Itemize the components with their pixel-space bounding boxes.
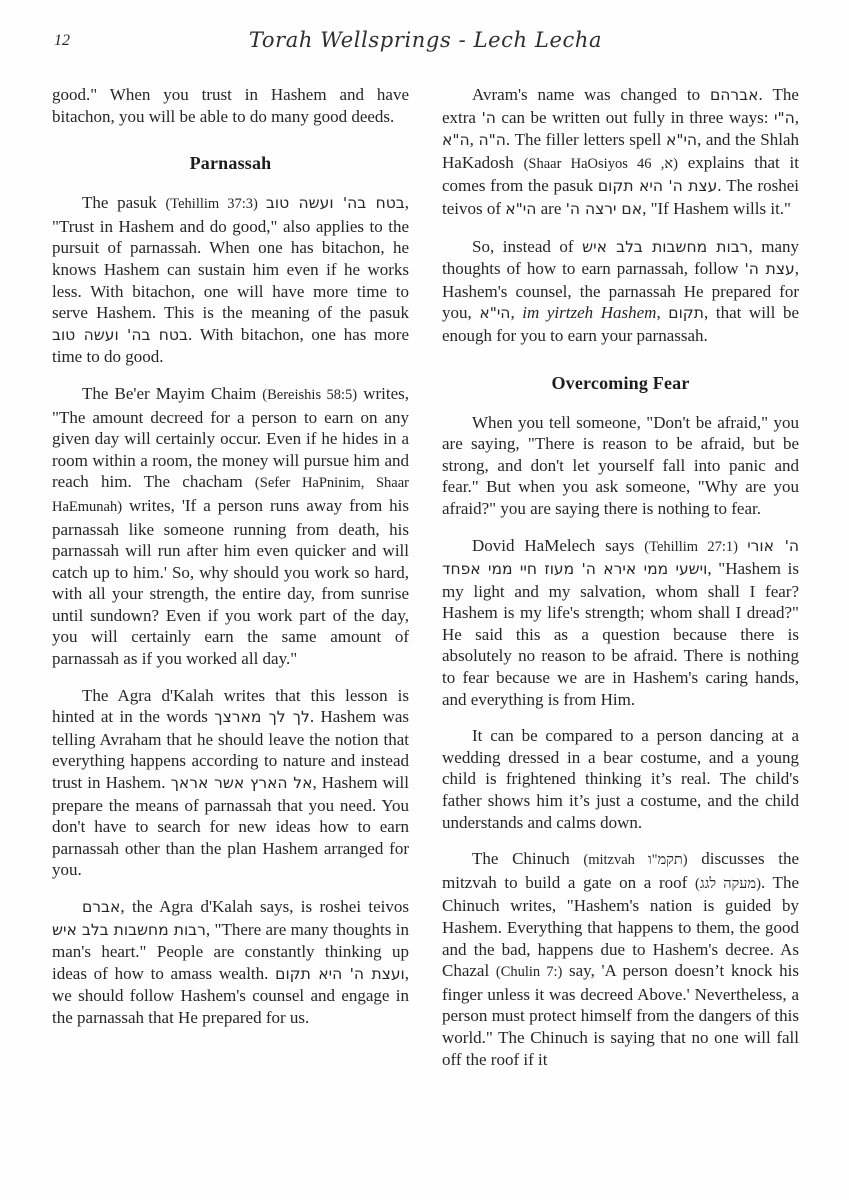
hebrew-text: ה"י [774,108,795,127]
body-text: , many thoughts of how to earn parnassah, follow [442,236,799,279]
hebrew-text: רבות מחשבות בלב איש [582,237,749,256]
section-heading: Overcoming Fear [551,372,690,393]
paragraph [52,84,409,127]
paragraph [442,848,799,1070]
body-text: . The extra [442,85,799,127]
body-text: . The filler letters spell [505,130,666,150]
source-reference: (Bereishis 58:5) [262,386,358,403]
paragraph [52,685,409,881]
body-text: , Hashem's counsel, the parnassah He prepared for you, [442,259,800,323]
source-reference: (Chulin 7:) [495,964,563,981]
body-text: , "There are many thoughts in man's heart." People are constantly thinking up ideas of how to amass wealth. [52,919,409,983]
source-reference: (mitzvah תקמ"ו) [583,852,688,869]
hebrew-text: בטח בה' ועשה טוב [52,325,188,344]
left-column [52,84,409,1085]
body-text: , [510,303,523,323]
page-number: 12 [54,32,70,49]
hebrew-text: עצת ה' [744,260,795,279]
source-reference: (Tehillim 37:3) [165,196,266,213]
hebrew-text: הי"א [665,131,698,150]
body-text: , "If Hashem wills it." [642,198,791,218]
italic-phrase: im yirtzeh Hashem [522,303,657,323]
hebrew-text: רבות מחשבות בלב איש [52,920,206,939]
hebrew-text: אם ירצה ה' [565,199,643,218]
body-text: , and the Shlah HaKadosh [442,130,799,172]
body-text: Dovid HaMelech says [472,535,645,555]
body-text: . Hashem was telling Avraham that he should leave the notion that everything happens according to nature and instead trust in Hashem. [52,707,409,793]
body-text: . With bitachon, one has more time to do good. [52,324,409,367]
body-text: , Hashem will prepare the means of parnassah that you need. You don't have to search for new ideas how to earn parnassah other than the plan Hashem arranged for you. [52,773,409,880]
body-text: The Chinuch [472,849,584,869]
source-reference: (מעקה לגג) [694,875,761,892]
source-reference: (Tehillim 27:1) [644,538,748,555]
hebrew-text: עצת ה' היא תקום [597,177,718,196]
paragraph [52,383,409,670]
hebrew-text: בטח בה' ועשה טוב [265,194,405,213]
body-text: good." When you trust in Hashem and have bitachon, you will be able to do many good deeds. [52,85,409,126]
body-text: discusses the mitzvah to build a gate on a roof [442,849,799,892]
paragraph [442,535,799,711]
hebrew-text: ה"ה [478,131,506,150]
paragraph [442,412,799,520]
body-text: , "Trust in Hashem and do good," also applies to the pursuit of parnassah. When one has bitachon, he knows Hashem can sustain him even if he works less. With bitachon, one will have more time to serve Hashem. This is the meaning of the pasuk [52,193,409,323]
hebrew-text: ה' [481,108,496,127]
hebrew-text: אל הארץ אשר אראך [170,774,313,793]
body-text: say, 'A person doesn’t knock his finger unless it was decreed Above.' Nevertheless, a person must protect himself from the dangers of this world." The Chinuch is saying that no one will fall off the roof if it [442,961,800,1069]
body-text: . The Chinuch writes, "Hashem's nation is guided by Hashem. Everything that happens to them, the good and the bad, happens due to Hashem's decree. As Chazal [442,872,799,981]
body-text: can be written out fully in three ways: [495,107,775,127]
body-text: , "Hashem is my light and my salvation, whom shall I fear? Hashem is my life's strength; whom shall I dread?" He said this as a question because there is absolutely no reason to be afraid. There is nothing to fear because we are in Hashem's caring hands, and everything is from Him. [442,559,799,709]
body-text: explains that it comes from the pasuk [442,152,799,196]
hebrew-text: ה"א [442,131,470,150]
hebrew-text: הי"א [479,304,511,323]
paragraph [442,236,799,347]
paragraph [442,84,799,221]
hebrew-text: ועצת ה' היא תקום [275,964,405,983]
hebrew-text: הי"א [505,199,537,218]
body-text: When you tell someone, "Don't be afraid," you are saying, "There is reason to be afraid, but be strong, and don't let yourself fall into panic and fear." But when you ask someone, "Why are you afraid?" you are saying there is nothing to fear. [442,412,799,518]
body-text: writes, "The amount decreed for a person to earn on any given day will certainly occur. Even if he hides in a room within a room, the money will pursue him and reach him. The chacham [52,383,410,492]
body-text: It can be compared to a person dancing at a wedding dressed in a bear costume, and a young child is frightened thinking it’s real. The child's father shows him it’s just a costume, and the child understands and calms down. [442,726,799,832]
right-column [442,84,799,1085]
source-reference: (Sefer HaPninim, Shaar HaEmunah) [52,475,409,515]
section-heading: Parnassah [189,153,272,174]
body-text: , [656,303,669,323]
body-text: , we should follow Hashem's counsel and engage in the parnassah that He prepared for us. [52,963,410,1027]
body-text: , [469,130,479,150]
source-reference: (Shaar HaOsiyos 46 ,א) [523,155,678,172]
body-text: writes, 'If a person runs away from his parnassah like someone running from death, his parnassah will run after him even quicker and will catch up to him.' So, why should you work so hard, with all your strength, the entire day, from sunrise until sundown? Even if you work part of the day, you will certainly earn the same amount of parnassah as if you worked all day." [52,495,409,669]
body-text: . The roshei teivos of [442,176,799,218]
page-title: Torah Wellsprings - Lech Lecha [248,28,603,52]
hebrew-text: אברהם [709,86,759,104]
body-text: The pasuk [82,193,166,213]
body-text: The Agra d'Kalah writes that this lesson is hinted at in the words [52,685,409,727]
body-text: , the Agra d'Kalah says, is roshei teivos [120,897,409,916]
body-text: are [536,198,566,218]
paragraph [52,896,409,1029]
hebrew-text: ה' אורי וישעי ממי אירא ה' מעוז חיי ממי אפחד [442,536,799,579]
body-text: So, instead of [472,236,583,256]
body-text: Avram's name was changed to [472,85,710,104]
body-text: , [794,107,799,127]
paragraph [52,192,409,368]
two-column-text [52,84,799,1085]
body-text: , that will be enough for you to earn your parnassah. [442,303,800,345]
paragraph [442,725,799,833]
body-text: The Be'er Mayim Chaim [82,383,263,403]
page-header [52,24,799,62]
hebrew-text: אברם [82,898,121,916]
hebrew-text: תקום [668,304,704,323]
hebrew-text: לך לך מארצך [214,708,310,727]
